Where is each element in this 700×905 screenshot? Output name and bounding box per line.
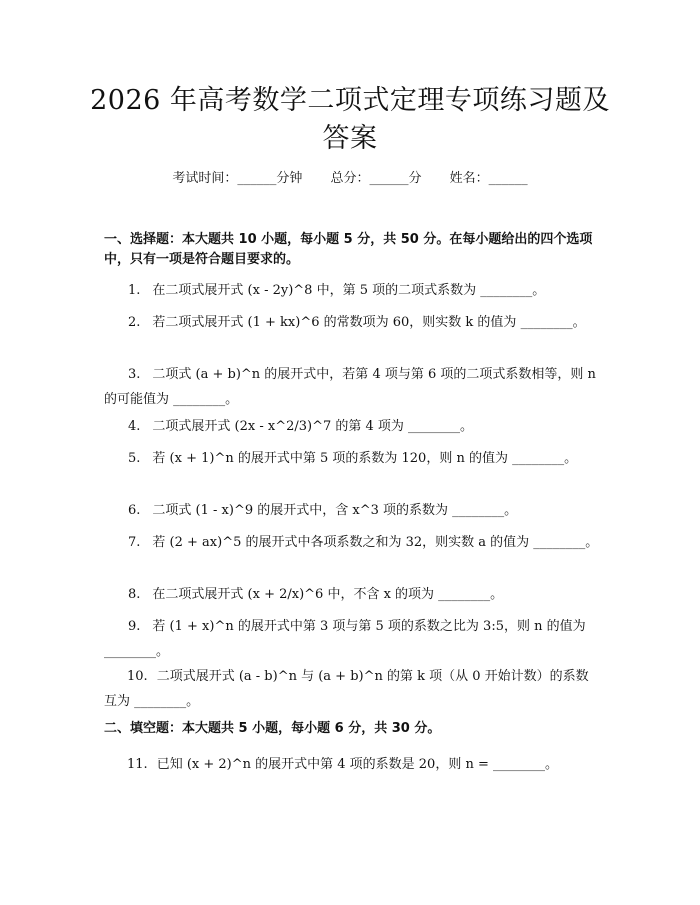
- question-number: 1.: [128, 283, 141, 298]
- question-number: 5.: [128, 451, 141, 466]
- question-item: [104, 446, 600, 471]
- question-text: 二项式 (1 - x)^9 的展开式中，含 x^3 项的系数为 ________。: [152, 503, 518, 518]
- question-number: 9.: [128, 619, 141, 634]
- exam-info-line: [0, 170, 700, 188]
- question-item: [104, 582, 600, 607]
- question-item: [104, 664, 600, 714]
- section-heading-fill: 二、填空题：本大题共 5 小题，每小题 6 分，共 30 分。: [104, 721, 441, 736]
- question-text: 在二项式展开式 (x - 2y)^8 中，第 5 项的二项式系数为 ________。: [152, 283, 546, 298]
- question-number: 4.: [128, 419, 141, 434]
- question-number: 11.: [127, 757, 148, 772]
- name-field: 姓名：______: [449, 171, 528, 186]
- question-item: [104, 414, 600, 439]
- question-text: 若 (x + 1)^n 的展开式中第 5 项的系数为 120，则 n 的值为 ________。: [152, 451, 578, 466]
- question-text: 已知 (x + 2)^n 的展开式中第 4 项的系数是 20，则 n = ________。: [156, 757, 558, 772]
- question-number: 2.: [128, 315, 141, 330]
- exam-time-field: 考试时间：______分钟: [172, 171, 303, 186]
- question-text: 二项式 (a + b)^n 的展开式中，若第 4 项与第 6 项的二项式系数相等，则 n 的可能值为 ________。: [104, 367, 596, 407]
- question-text: 在二项式展开式 (x + 2/x)^6 中，不含 x 的项为 ________。: [152, 587, 504, 602]
- question-text: 若二项式展开式 (1 + kx)^6 的常数项为 60，则实数 k 的值为 ________。: [152, 315, 586, 330]
- question-number: 7.: [128, 535, 141, 550]
- question-item: [104, 310, 600, 335]
- question-item: [104, 498, 600, 523]
- question-item: [104, 752, 600, 777]
- question-text: 若 (1 + x)^n 的展开式中第 3 项与第 5 项的系数之比为 3:5，则 n 的值为 ________。: [104, 619, 586, 659]
- section-heading-choice: 一、选择题：本大题共 10 小题，每小题 5 分，共 50 分。在每小题给出的四个选项中，只有一项是符合题目要求的。: [104, 232, 593, 267]
- question-number: 8.: [128, 587, 141, 602]
- question-item: [104, 362, 600, 412]
- total-score-field: 总分：______分: [330, 171, 422, 186]
- question-text: 二项式展开式 (a - b)^n 与 (a + b)^n 的第 k 项（从 0 开始计数）的系数互为 ________。: [104, 669, 589, 709]
- question-item: [104, 278, 600, 303]
- question-number: 3.: [128, 367, 141, 382]
- page-title: 2026 年高考数学二项式定理专项练习题及答案: [90, 85, 610, 154]
- question-item: [104, 530, 600, 555]
- question-text: 若 (2 + ax)^5 的展开式中各项系数之和为 32，则实数 a 的值为 ________。: [152, 535, 599, 550]
- question-item: [104, 614, 600, 664]
- question-number: 10.: [127, 669, 148, 684]
- question-number: 6.: [128, 503, 141, 518]
- question-text: 二项式展开式 (2x - x^2/3)^7 的第 4 项为 ________。: [152, 419, 474, 434]
